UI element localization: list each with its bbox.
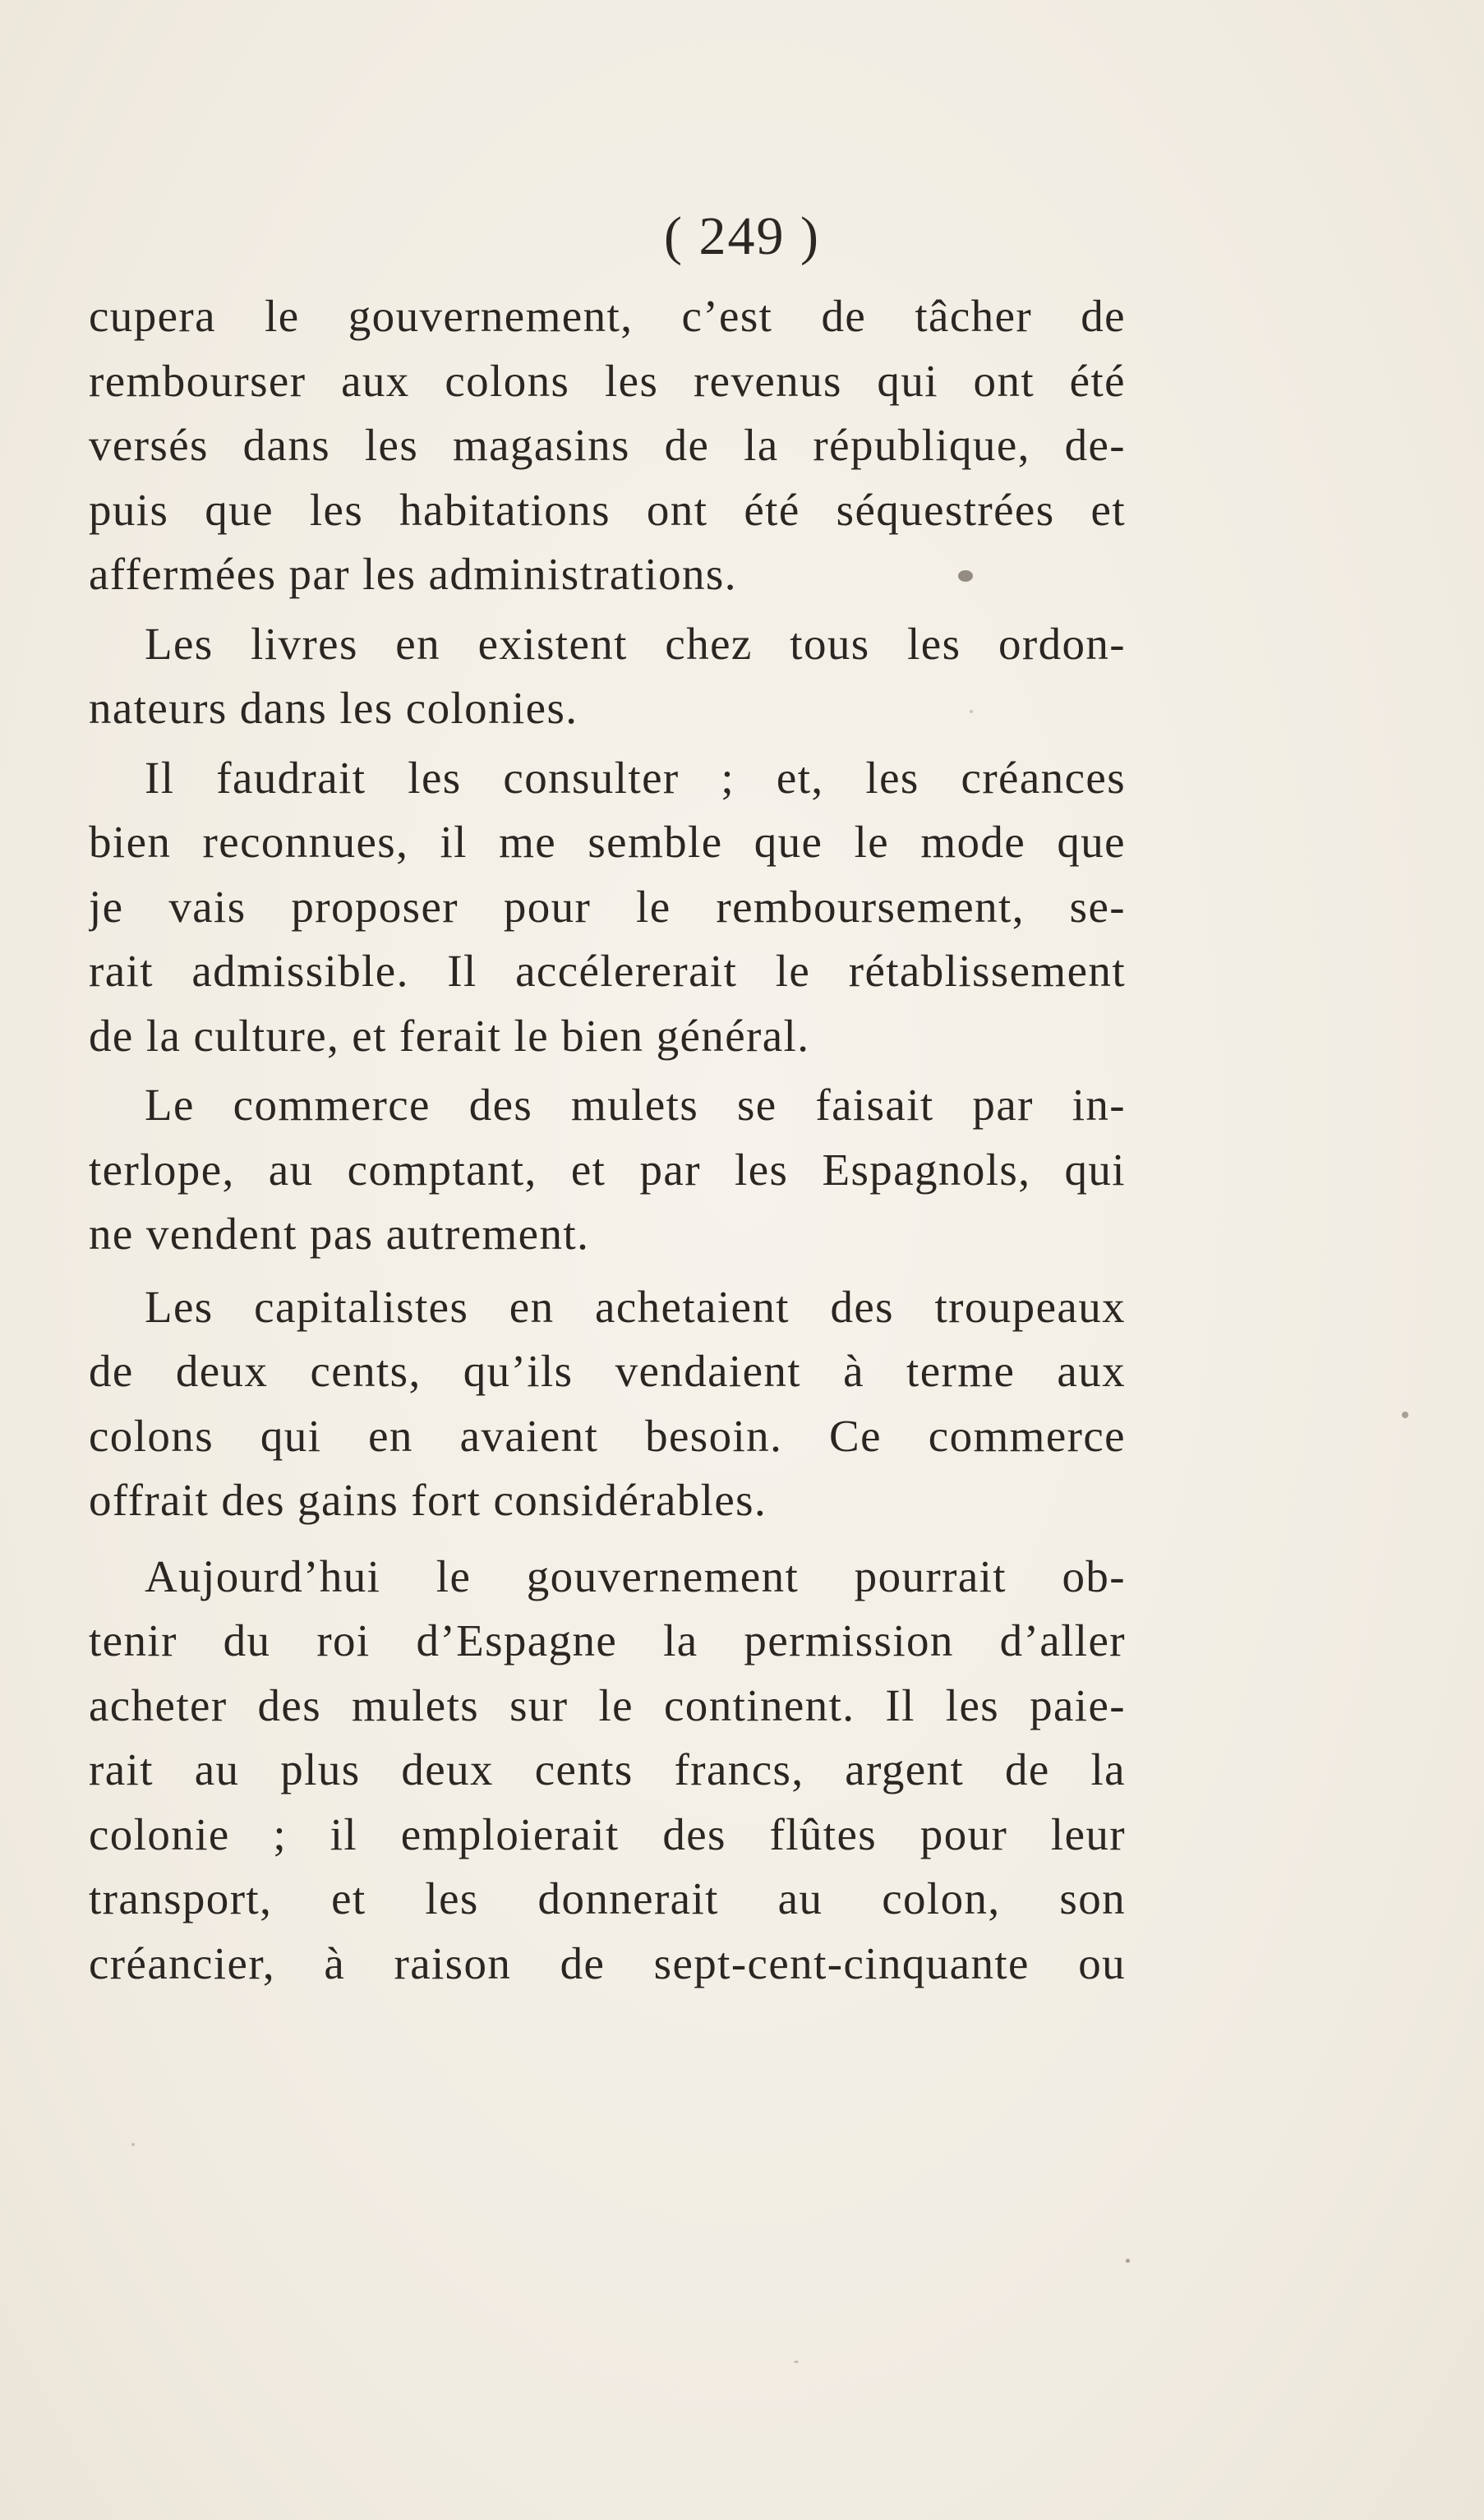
paragraph-2 — [89, 612, 1126, 741]
text-line: terlope, au comptant, et par les Espagnols, qui — [89, 1144, 1126, 1195]
text-line: rembourser aux colons les revenus qui ont été — [89, 355, 1126, 406]
text-line: affermées par les administrations. — [89, 549, 737, 599]
paragraph-3 — [89, 746, 1126, 1069]
paper-speck — [131, 2143, 135, 2146]
text-line: transport, et les donnerait au colon, son — [89, 1873, 1126, 1923]
paragraph-1 — [89, 284, 1126, 607]
text-line: nateurs dans les colonies. — [89, 683, 578, 733]
paragraph-6 — [89, 1545, 1126, 1997]
text-line: Il faudrait les consulter ; et, les créances — [145, 752, 1126, 803]
text-line: de deux cents, qu’ils vendaient à terme aux — [89, 1346, 1126, 1396]
paper-speck — [970, 710, 973, 713]
text-line: rait au plus deux cents francs, argent de la — [89, 1744, 1126, 1794]
text-line: Les capitalistes en achetaient des troupeaux — [145, 1281, 1126, 1332]
paper-speck — [794, 2361, 799, 2363]
page-number: ( 249 ) — [664, 206, 820, 266]
text-line: je vais proposer pour le remboursement, se- — [89, 881, 1126, 932]
text-line: Les livres en existent chez tous les ordon- — [145, 618, 1126, 669]
text-line: Le commerce des mulets se faisait par in- — [145, 1080, 1126, 1130]
paragraph-4 — [89, 1073, 1126, 1267]
paper-speck — [958, 570, 973, 582]
text-line: créancier, à raison de sept-cent-cinquante ou — [89, 1937, 1126, 1988]
text-line: bien reconnues, il me semble que le mode que — [89, 817, 1126, 867]
text-line: ne vendent pas autrement. — [89, 1209, 590, 1259]
body-text — [89, 284, 1126, 1996]
text-line: de la culture, et ferait le bien général. — [89, 1010, 810, 1061]
text-line: puis que les habitations ont été séquestrées et — [89, 484, 1126, 535]
text-line: tenir du roi d’Espagne la permission d’aller — [89, 1615, 1126, 1665]
text-line: versés dans les magasins de la république, de- — [89, 420, 1126, 470]
text-line: rait admissible. Il accélererait le rétablissement — [89, 946, 1126, 996]
text-line: acheter des mulets sur le continent. Il les paie- — [89, 1679, 1126, 1730]
paper-speck — [1402, 1412, 1408, 1418]
text-line: colonie ; il emploierait des flûtes pour leur — [89, 1808, 1126, 1859]
text-line: offrait des gains fort considérables. — [89, 1475, 767, 1525]
paper-speck — [1126, 2259, 1130, 2263]
paragraph-5 — [89, 1275, 1126, 1533]
text-line: colons qui en avaient besoin. Ce commerce — [89, 1410, 1126, 1461]
text-line: cupera le gouvernement, c’est de tâcher de — [89, 291, 1126, 341]
text-line: Aujourd’hui le gouvernement pourrait ob- — [145, 1550, 1126, 1601]
